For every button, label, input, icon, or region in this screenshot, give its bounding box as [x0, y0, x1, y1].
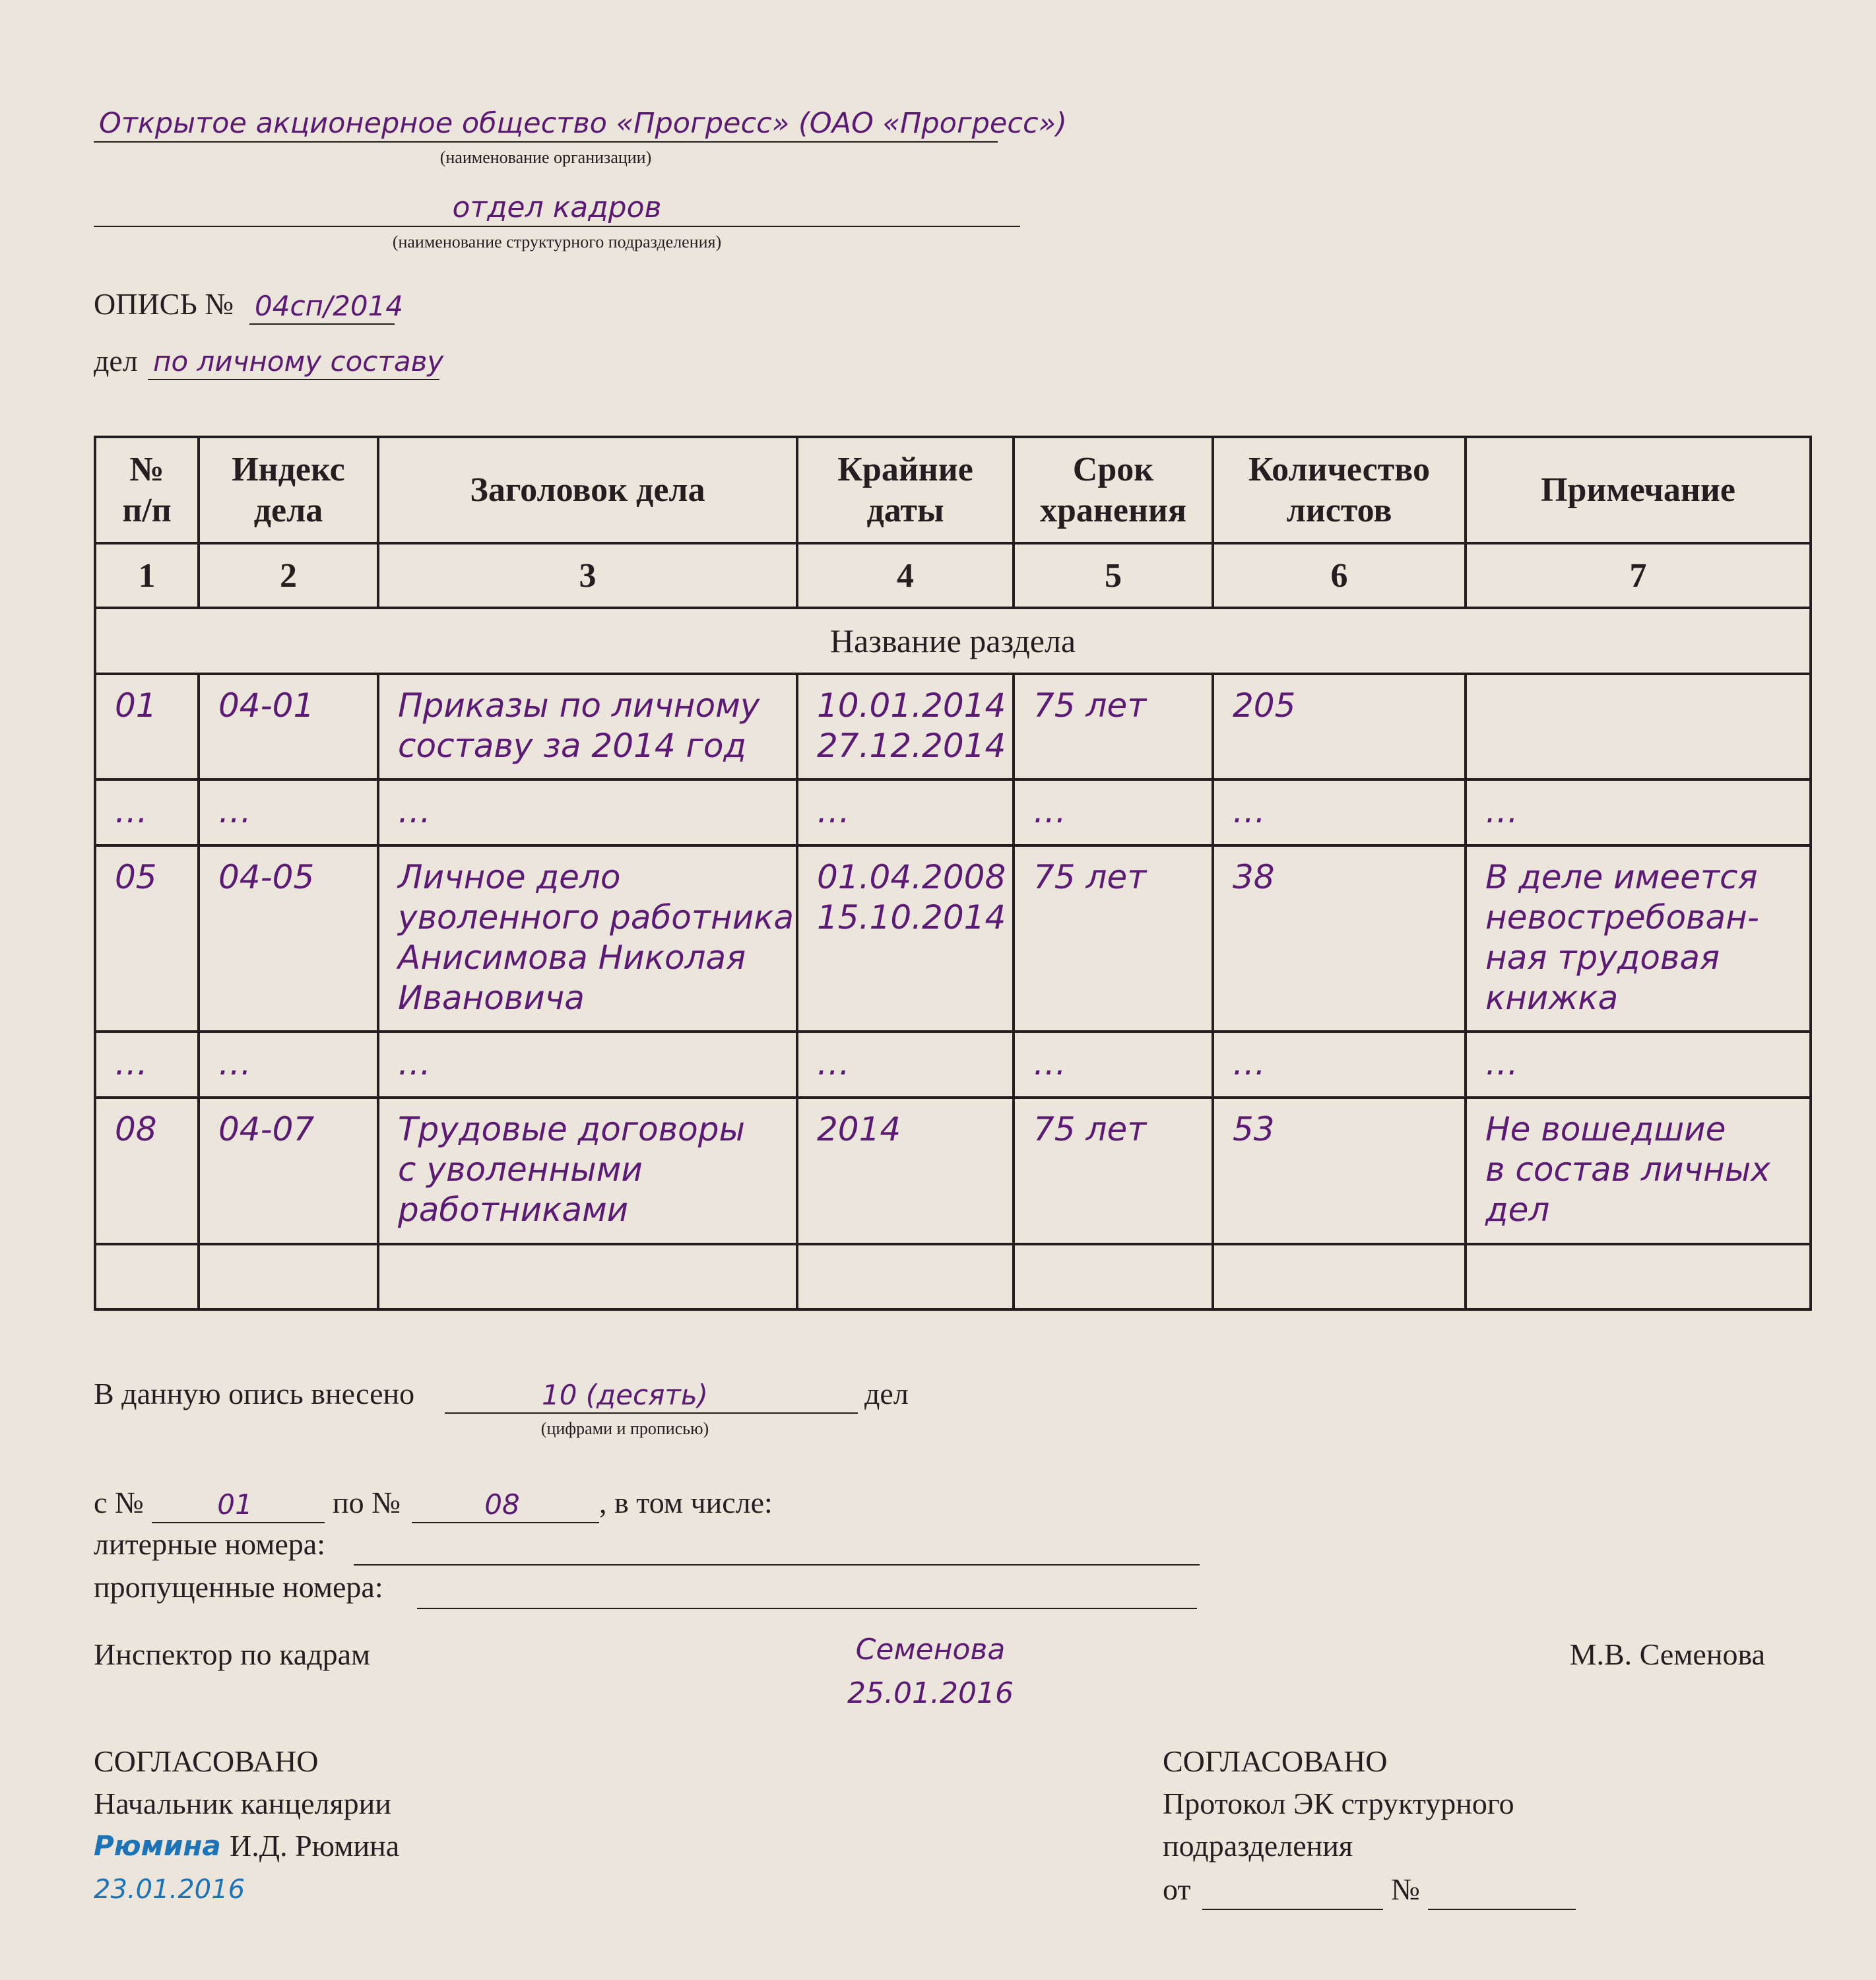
cell-line: с уволенными [398, 1150, 643, 1189]
cell-line: 04-01 [218, 686, 315, 725]
table-cell [378, 1098, 797, 1244]
table-cell [1466, 674, 1811, 779]
cell-line: … [1485, 792, 1518, 830]
approval-right-line2: подразделения [1163, 1829, 1353, 1863]
table-cell [1213, 1244, 1466, 1309]
table-cell [95, 1098, 199, 1244]
table-cell [797, 845, 1014, 1032]
table-cell [95, 845, 199, 1032]
cases-type: по личному составу [153, 345, 444, 378]
signature-name: М.В. Семенова [1569, 1637, 1765, 1671]
letter-numbers-line [354, 1527, 1200, 1566]
included-caption: (цифрами и прописью) [540, 1419, 709, 1438]
table-cell [1014, 1244, 1213, 1309]
inventory-label: ОПИСЬ № [94, 287, 234, 321]
cell-line: ная трудовая [1485, 939, 1720, 977]
inventory-number-field [249, 285, 404, 325]
cell-line: … [1033, 1044, 1066, 1082]
cell-line: 01.04.2008 [817, 858, 1006, 896]
table-cell [1014, 779, 1213, 845]
approval-left-handwritten: Рюмина [94, 1830, 221, 1862]
approval-right-date-line [1202, 1872, 1383, 1910]
column-header [1466, 437, 1811, 543]
department-caption: (наименование структурного подразделения) [392, 232, 722, 251]
cell-line: … [398, 792, 431, 830]
cell-line: дел [1485, 1191, 1550, 1229]
column-number: 4 [797, 543, 1014, 608]
cell-line: 75 лет [1033, 1110, 1147, 1148]
column-number: 2 [199, 543, 378, 608]
cell-line: хранения [1039, 491, 1186, 529]
cell-line: 10.01.2014 [817, 686, 1006, 725]
cell-line: 01 [115, 686, 157, 725]
organization-name: Открытое акционерное общество «Прогресс» (ОАО «Прогресс») [99, 107, 1067, 140]
table-cell [199, 1032, 378, 1098]
cell-line: … [1233, 792, 1266, 830]
cell-line: даты [866, 491, 944, 529]
department-field [94, 185, 1020, 227]
table-cell [1213, 845, 1466, 1032]
column-number: 6 [1213, 543, 1466, 608]
table-cell [378, 674, 797, 779]
inventory-table [94, 436, 1812, 1311]
to-field [412, 1484, 599, 1523]
cell-line: № [129, 450, 164, 488]
table-cell [1213, 779, 1466, 845]
table-cell [1466, 845, 1811, 1032]
cell-line: Приказы по личному [398, 686, 760, 725]
cell-line: дела [253, 491, 323, 529]
cell-line: 205 [1233, 686, 1296, 725]
table-cell [199, 1244, 378, 1309]
letter-numbers-label: литерные номера: [94, 1527, 325, 1561]
cell-line: 75 лет [1033, 858, 1147, 896]
cell-line: … [1033, 792, 1066, 830]
table-cell [1014, 845, 1213, 1032]
table-row [95, 845, 1811, 1032]
column-number-row [95, 543, 1811, 608]
cell-line: 27.12.2014 [817, 727, 1006, 765]
organization-field [94, 99, 1067, 143]
column-number: 7 [1466, 543, 1811, 608]
column-number: 3 [378, 543, 797, 608]
table-cell [1014, 1032, 1213, 1098]
table-cell [797, 1032, 1014, 1098]
cell-line: … [1485, 1044, 1518, 1082]
table-cell [797, 1098, 1014, 1244]
table-row [95, 1244, 1811, 1309]
table-cell [1466, 779, 1811, 845]
table-row [95, 1032, 1811, 1098]
table-cell [797, 779, 1014, 845]
signature-position: Инспектор по кадрам [94, 1637, 371, 1671]
cell-line: 2014 [817, 1110, 901, 1148]
to-label: по № [333, 1486, 401, 1519]
cell-line: п/п [122, 491, 172, 529]
table-cell [95, 779, 199, 845]
approval-right-title: СОГЛАСОВАНО [1163, 1744, 1388, 1778]
cell-line: … [817, 1044, 850, 1082]
included-value: 10 (десять) [541, 1379, 709, 1411]
table-cell [95, 674, 199, 779]
table-row [95, 674, 1811, 779]
table-cell [378, 1032, 797, 1098]
approval-left-date: 23.01.2016 [94, 1874, 245, 1905]
included-label: В данную опись внесено [94, 1377, 415, 1410]
table-cell [199, 674, 378, 779]
column-header [1213, 437, 1466, 543]
cell-line: 08 [115, 1110, 157, 1148]
approval-left-title: СОГЛАСОВАНО [94, 1744, 319, 1778]
table-cell [378, 779, 797, 845]
cell-line: … [218, 1044, 251, 1082]
table-cell [1014, 1098, 1213, 1244]
cell-line: Срок [1072, 450, 1154, 488]
cell-line: 15.10.2014 [817, 898, 1006, 937]
cell-line: 53 [1233, 1110, 1275, 1148]
table-cell [797, 1244, 1014, 1309]
cell-line: Анисимова Николая [398, 939, 746, 977]
cell-line: … [115, 792, 148, 830]
column-header [199, 437, 378, 543]
cell-line: листов [1286, 491, 1392, 529]
cell-line: 04-05 [218, 858, 315, 896]
cell-line: уволенного работника [398, 898, 794, 937]
table-cell [1213, 674, 1466, 779]
from-label: с № [94, 1486, 144, 1519]
included-value-field [445, 1374, 858, 1414]
table-cell [1213, 1098, 1466, 1244]
to-value: 08 [484, 1488, 520, 1521]
column-header [378, 437, 797, 543]
department-name: отдел кадров [452, 191, 662, 224]
cell-line: … [817, 792, 850, 830]
column-number: 1 [95, 543, 199, 608]
cell-line: Не вошедшие [1485, 1110, 1726, 1148]
including-label: , в том числе: [599, 1486, 773, 1519]
cases-type-field [148, 341, 444, 380]
approval-right-number-label: № [1391, 1872, 1420, 1906]
table-cell [1466, 1244, 1811, 1309]
table-cell [95, 1244, 199, 1309]
table-cell [199, 1098, 378, 1244]
table-cell [1466, 1032, 1811, 1098]
cell-line: … [115, 1044, 148, 1082]
cell-line: В деле имеется [1485, 858, 1758, 896]
cell-line: … [218, 792, 251, 830]
cell-line: работниками [398, 1191, 629, 1229]
approval-left-position: Начальник канцелярии [94, 1787, 391, 1820]
table-row [95, 779, 1811, 845]
table-cell [95, 1032, 199, 1098]
table-cell [199, 779, 378, 845]
table-cell [1466, 1098, 1811, 1244]
cell-line: … [398, 1044, 431, 1082]
from-value: 01 [217, 1488, 253, 1521]
section-row [95, 608, 1811, 674]
cell-line: 75 лет [1033, 686, 1147, 725]
table-cell [1014, 674, 1213, 779]
table-cell [378, 1244, 797, 1309]
cell-line: 38 [1233, 858, 1275, 896]
cases-label: дел [94, 344, 138, 378]
organization-caption: (наименование организации) [439, 148, 652, 167]
approval-right-line1: Протокол ЭК структурного [1163, 1787, 1514, 1820]
signature-date: 25.01.2016 [847, 1676, 1014, 1710]
column-header [1014, 437, 1213, 543]
approval-right-number-line [1428, 1872, 1576, 1910]
included-unit: дел [864, 1377, 909, 1410]
section-title: Название раздела [95, 608, 1811, 674]
table-cell [1213, 1032, 1466, 1098]
approval-right-from-label: от [1163, 1872, 1191, 1906]
cell-line: … [1233, 1044, 1266, 1082]
table-row [95, 1098, 1811, 1244]
missing-numbers-line [417, 1571, 1197, 1609]
column-header [95, 437, 199, 543]
cell-line: Количество [1248, 450, 1430, 488]
cell-line: Ивановича [398, 979, 585, 1017]
column-header [797, 437, 1014, 543]
missing-numbers-label: пропущенные номера: [94, 1570, 383, 1604]
cell-line: Индекс [232, 450, 345, 488]
cell-line: 04-07 [218, 1110, 315, 1148]
cell-line: Крайние [837, 450, 973, 488]
cell-line: составу за 2014 год [398, 727, 746, 765]
table-header-row [95, 437, 1811, 543]
from-field [152, 1484, 325, 1523]
cell-line: Трудовые договоры [398, 1110, 745, 1148]
cell-line: невостребован- [1485, 898, 1759, 937]
cell-line: 05 [115, 858, 157, 896]
cell-line: в состав личных [1485, 1150, 1770, 1189]
cell-line: книжка [1485, 979, 1619, 1017]
cell-line: Заголовок дела [470, 471, 705, 509]
cell-line: Примечание [1541, 471, 1735, 509]
approval-left-name: И.Д. Рюмина [230, 1829, 400, 1863]
cell-line: Личное дело [398, 858, 621, 896]
table-cell [378, 845, 797, 1032]
inventory-number: 04сп/2014 [255, 290, 404, 322]
signature-handwritten: Семенова [855, 1633, 1006, 1666]
table-cell [797, 674, 1014, 779]
table-cell [199, 845, 378, 1032]
column-number: 5 [1014, 543, 1213, 608]
